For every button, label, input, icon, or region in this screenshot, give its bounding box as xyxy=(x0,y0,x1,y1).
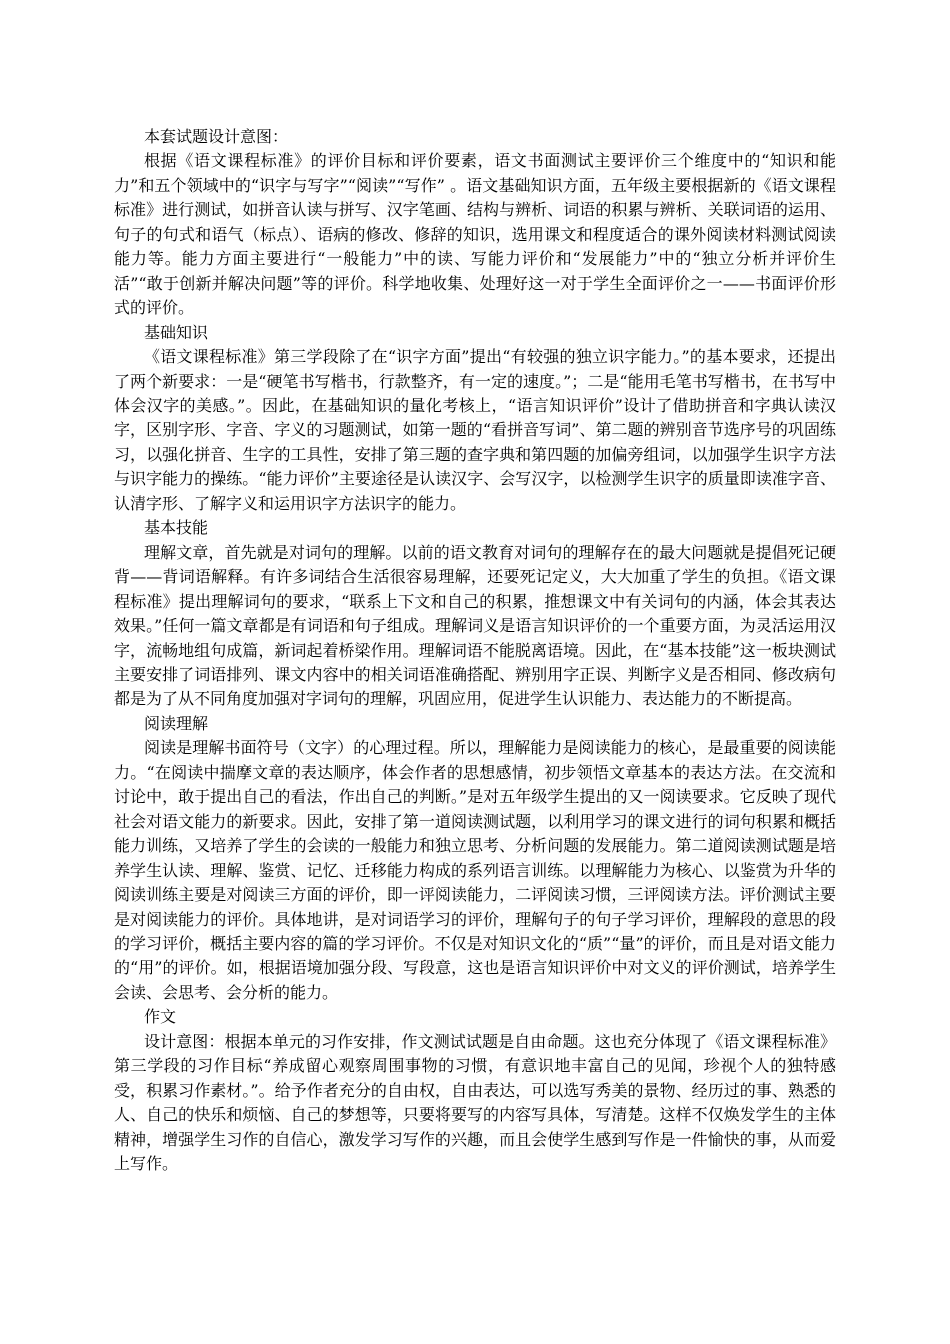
section-text-reading: 阅读是理解书面符号（文字）的心理过程。所以，理解能力是阅读能力的核心，是最重要的阅读能力。“在阅读中揣摩文章的表达顺序，体会作者的思想感情，初步领悟文章基本的表达方法。在交流和讨论中，敢于提出自己的看法，作出自己的判断。”是对五年级学生提出的又一阅读要求。它反映了现代社会对语文能力的新要求。因此，安排了第一道阅读测试题，以利用学习的课文进行的词句积累和概括能力训练，又培养了学生的会读的一般能力和独立思考、分析问题的发展能力。第二道阅读测试题是培养学生认读、理解、鉴赏、记忆、迁移能力构成的系列语言训练。以理解能力为核心、以鉴赏为升华的阅读训练主要是对阅读三方面的评价，即一评阅读能力，二评阅读习惯，三评阅读方法。评价测试主要是对阅读能力的评价。具体地讲，是对词语学习的评价，理解句子的句子学习评价，理解段的意思的段的学习评价，概括主要内容的篇的学习评价。不仅是对知识文化的“质”“量”的评价，而且是对语文能力的“用”的评价。如，根据语境加强分段、写段意，这也是语言知识评价中对文义的评价测试，培养学生会读、会思考、会分析的能力。 xyxy=(114,738,836,1002)
intro-paragraph: 根据《语文课程标准》的评价目标和评价要素，语文书面测试主要评价三个维度中的“知识和能力”和五个领域中的“识字与写字”“阅读”“写作” 。语文基础知识方面，五年级主要根据新的《语文课程标准》进行测试，如拼音认读与拼写、汉字笔画、结构与辨析、词语的积累与辨析、关联词语的运用、句子的句式和语气（标点）、语病的修改、修辞的知识，选用课文和程度适合的课外阅读材料测试阅读能力等。能力方面主要进行“一般能力”中的读、写能力评价和“发展能力”中的“独立分析并评价生活”“敢于创新并解决问题”等的评价。科学地收集、处理好这一对于学生全面评价之一——书面评价形式的评价。 xyxy=(114,151,836,318)
section-text-basic-knowledge: 《语文课程标准》第三学段除了在“识字方面”提出“有较强的独立识字能力。”的基本要求，还提出了两个新要求：一是“硬笔书写楷书，行款整齐，有一定的速度。”；二是“能用毛笔书写楷书，在书写中体会汉字的美感。”。因此，在基础知识的量化考核上，“语言知识评价”设计了借助拼音和字典认读汉字，区别字形、字音、字义的习题测试，如第一题的“看拼音写词”、第二题的辨别音节选序号的巩固练习，以强化拼音、生字的工具性，安排了第三题的查字典和第四题的加偏旁组词，以加强学生识字方法与识字能力的操练。“能力评价”主要途径是认读汉字、会写汉字，以检测学生识字的质量即读准字音、认清字形、了解字义和运用识字方法识字的能力。 xyxy=(114,347,836,513)
section-heading-composition: 作文 xyxy=(144,1007,177,1027)
section-text-composition: 设计意图：根据本单元的习作安排，作文测试试题是自由命题。这也充分体现了《语文课程标准》第三学段的习作目标“养成留心观察周围事物的习惯，有意识地丰富自己的见闻，珍视个人的独特感受，积累习作素材。”。给予作者充分的自由权，自由表达，可以选写秀美的景物、经历过的事、熟悉的人、自己的快乐和烦恼、自己的梦想等，只要将要写的内容写具体，写清楚。这样不仅焕发学生的主体精神，增强学生习作的自信心，激发学习写作的兴趣，而且会使学生感到写作是一件愉快的事，从而爱上写作。 xyxy=(114,1031,836,1174)
section-heading-basic-knowledge: 基础知识 xyxy=(144,322,209,342)
section-heading-basic-skills: 基本技能 xyxy=(144,518,209,538)
document-title: 本套试题设计意图： xyxy=(144,127,289,146)
section-text-basic-skills: 理解文章，首先就是对词句的理解。以前的语文教育对词句的理解存在的最大问题就是提倡死记硬背——背词语解释。有许多词结合生活很容易理解，还要死记定义，大大加重了学生的负担。《语文课程标准》提出理解词句的要求，“联系上下文和自己的积累，推想课文中有关词句的内涵，体会其表达效果。”任何一篇文章都是有词语和句子组成。理解词义是语言知识评价的一个重要方面，为灵活运用汉字，流畅地组句成篇，新词起着桥梁作用。理解词语不能脱离语境。因此，在“基本技能”这一板块测试主要安排了词语排列、课文内容中的相关词语准确搭配、辨别用字正误、判断字义是否相同、修改病句都是为了从不同角度加强对字词句的理解，巩固应用，促进学生认识能力、表达能力的不断提高。 xyxy=(114,542,836,709)
section-heading-reading: 阅读理解 xyxy=(144,713,209,733)
document-page xyxy=(114,125,836,1176)
